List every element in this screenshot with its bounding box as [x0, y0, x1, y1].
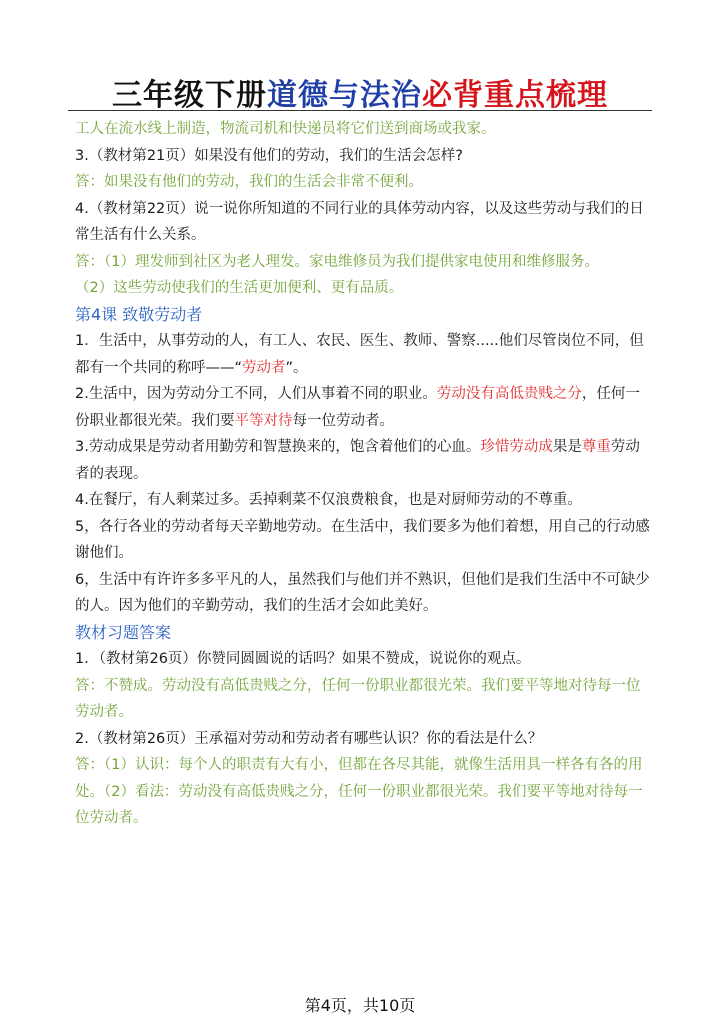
- answer-4-part1: 答：（1）理发师到社区为老人理发。家电维修员为我们提供家电使用和维修服务。: [75, 253, 599, 270]
- highlight-text: 尊重: [581, 439, 611, 455]
- page-number: 第4页，共10页: [304, 996, 416, 1015]
- lesson-4-point-5: 5，各行各业的劳动者每天辛勤地劳动。在生活中，我们要多为他们着想，用自己的行动感谢他们。: [75, 518, 650, 561]
- highlight-text: 珍惜劳动成: [480, 439, 553, 455]
- lesson-4-point-1: [75, 328, 650, 381]
- title-grade: 三年级下册: [112, 78, 267, 113]
- point-text: 每一位劳动者。: [292, 412, 394, 429]
- answer-3: 答：如果没有他们的劳动，我们的生活会非常不便利。: [75, 174, 423, 190]
- question-4: 4.（教材第22页）说一说你所知道的不同行业的具体劳动内容，以及这些劳动与我们的日常生活有什么关系。: [75, 200, 644, 243]
- lesson-4-point-6: 6，生活中有许许多多平凡的人，虽然我们与他们并不熟识，但他们是我们生活中不可缺少的人。因为他们的辛勤劳动，我们的生活才会如此美好。: [75, 571, 650, 614]
- point-text: ，任何一份职业都很光荣。我们要: [75, 386, 640, 429]
- point-text: 1．生活中，从事劳动的人，有工人、农民、医生、教师、警察.....他们尽管岗位不同，但都有一个共同的称呼——“: [75, 333, 644, 376]
- title-topic: 必背重点梳理: [422, 78, 608, 113]
- exercises-heading: 教材习题答案: [75, 622, 172, 642]
- lesson-4-point-4: 4.在餐厅，有人剩菜过多。丢掉剩菜不仅浪费粮食，也是对厨师劳动的不尊重。: [75, 492, 582, 508]
- title-subject: 道德与法治: [267, 78, 422, 113]
- exercise-question-2: 2.（教材第26页）王承福对劳动和劳动者有哪些认识？你的看法是什么？: [75, 730, 543, 747]
- answer-4-part2: （2）这些劳动使我们的生活更加便利、更有品质。: [75, 280, 404, 296]
- document-body: [75, 116, 650, 832]
- point-text: 劳动者的表现。: [75, 439, 640, 482]
- point-text: ”。: [285, 359, 308, 376]
- exercise-answer-1: 答：不赞成。劳动没有高低贵贱之分，任何一份职业都很光荣。我们要平等地对待每一位劳动者。: [75, 677, 641, 720]
- point-text: 果是: [552, 439, 582, 455]
- highlight-text: 平等对待: [234, 412, 293, 429]
- exercise-question-1: 1．（教材第26页）你赞同圆圆说的话吗？如果不赞成，说说你的观点。: [75, 651, 531, 667]
- lesson-4-point-3: [75, 434, 650, 487]
- point-text: 2.生活中，因为劳动分工不同，人们从事着不同的职业。: [75, 386, 437, 402]
- highlight-text: 劳动者: [242, 359, 286, 376]
- exercise-answer-2: 答：（1）认识：每个人的职责有大有小，但都在各尽其能，就像生活用具一样各有各的用处。（2）看法：劳动没有高低贵贱之分，任何一份职业都很光荣。我们要平等地对待每一位劳动者。: [75, 757, 643, 826]
- lesson-4-point-2: [75, 381, 650, 434]
- answer-continuation: 工人在流水线上制造，物流司机和快递员将它们送到商场或我家。: [75, 121, 496, 137]
- question-3: 3.（教材第21页）如果没有他们的劳动，我们的生活会怎样?: [75, 147, 463, 164]
- point-text: 3.劳动成果是劳动者用勤劳和智慧换来的，饱含着他们的心血。: [75, 439, 481, 455]
- title-divider: [68, 110, 652, 111]
- lesson-4-heading: 第4课 致敬劳动者: [75, 304, 203, 324]
- highlight-text: 劳动没有高低贵贱之分: [436, 386, 582, 402]
- page-title: [0, 70, 720, 114]
